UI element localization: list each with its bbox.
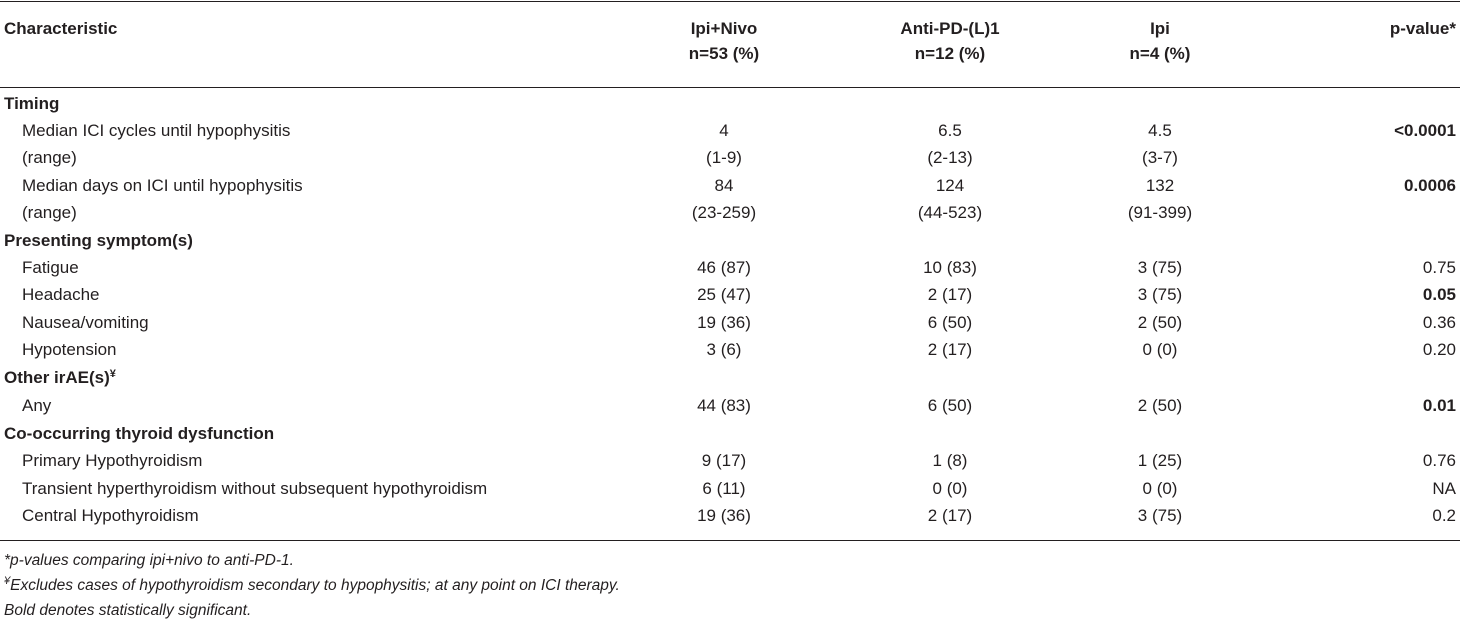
footnote-irae-text: Excludes cases of hypothyroidism secondary to hypophysitis; at any point on ICI therapy. (10, 577, 620, 594)
row-label: Any (22, 396, 52, 415)
section-label (4, 364, 116, 391)
header-ipi-nivo-name: Ipi+Nivo (690, 19, 758, 38)
footnote-bold: Bold denotes statistically significant. (4, 602, 252, 619)
p-value: 0.20 (1422, 340, 1456, 359)
section-other-iraes (0, 364, 1460, 391)
anti-pd-value: 6 (50) (927, 396, 973, 415)
yen-superscript: ¥ (4, 575, 11, 587)
row-label: Median ICI cycles until hypophysitis (22, 121, 291, 140)
ipi-value: 1 (25) (1137, 451, 1183, 470)
ipi-value: 2 (50) (1137, 396, 1183, 415)
anti-pd-value: 10 (83) (923, 258, 977, 277)
table-row (0, 254, 1460, 281)
section-label: Timing (4, 94, 60, 113)
p-value: 0.2 (1432, 506, 1456, 525)
p-value: 0.01 (1422, 396, 1456, 415)
p-value: NA (1432, 479, 1456, 498)
ipi-value: 3 (75) (1137, 506, 1183, 525)
footnote-p-values: *p-values comparing ipi+nivo to anti-PD-1. (4, 552, 294, 569)
row-label: Transient hyperthyroidism without subsequent hypothyroidism (22, 479, 488, 498)
ipi-nivo-value: 44 (83) (697, 396, 751, 415)
section-label: Presenting symptom(s) (4, 231, 193, 250)
anti-pd-value: 6 (50) (927, 313, 973, 332)
ipi-nivo-value: (1-9) (706, 148, 742, 167)
table-row (0, 392, 1460, 419)
footnote-irae (4, 573, 620, 598)
table-row (0, 447, 1460, 474)
anti-pd-value: 1 (8) (932, 451, 968, 470)
ipi-nivo-value: 84 (714, 176, 734, 195)
header-ipi-n: n=4 (%) (1129, 44, 1191, 63)
header-anti-pd-l1 (855, 16, 1045, 66)
table-top-rule (0, 1, 1460, 2)
ipi-nivo-value: 9 (17) (701, 451, 747, 470)
ipi-value: 2 (50) (1137, 313, 1183, 332)
table-row (0, 172, 1460, 199)
ipi-nivo-value: 4 (719, 121, 729, 140)
row-label: Primary Hypothyroidism (22, 451, 203, 470)
ipi-nivo-value: 6 (11) (702, 479, 746, 498)
header-ipi (1065, 16, 1255, 66)
header-anti-pd-l1-n: n=12 (%) (914, 44, 986, 63)
p-value: 0.0006 (1404, 176, 1456, 195)
header-characteristic: Characteristic (4, 19, 118, 38)
anti-pd-value: (44-523) (917, 203, 983, 222)
section-timing (0, 90, 1460, 117)
yen-superscript: ¥ (109, 368, 116, 380)
anti-pd-value: 6.5 (938, 121, 962, 140)
row-label: Median days on ICI until hypophysitis (22, 176, 303, 195)
table-row (0, 199, 1460, 226)
ipi-nivo-value: 19 (36) (697, 313, 751, 332)
p-value: <0.0001 (1394, 121, 1456, 140)
row-label: Nausea/vomiting (22, 313, 149, 332)
ipi-value: 3 (75) (1137, 258, 1183, 277)
p-value: 0.05 (1422, 285, 1456, 304)
ipi-value: 4.5 (1148, 121, 1172, 140)
row-label: Headache (22, 285, 100, 304)
header-ipi-nivo (629, 16, 819, 66)
ipi-nivo-value: 19 (36) (697, 506, 751, 525)
section-presenting-symptoms (0, 227, 1460, 254)
ipi-value: 0 (0) (1142, 479, 1178, 498)
table-row (0, 336, 1460, 363)
table-row (0, 475, 1460, 502)
table-row (0, 281, 1460, 308)
anti-pd-value: 124 (935, 176, 965, 195)
section-label: Co-occurring thyroid dysfunction (4, 424, 275, 443)
table-bottom-rule (0, 540, 1460, 541)
table-footnotes (4, 548, 620, 623)
header-ipi-nivo-n: n=53 (%) (688, 44, 760, 63)
table-row (0, 117, 1460, 144)
row-label: Hypotension (22, 340, 117, 359)
ipi-value: 132 (1145, 176, 1175, 195)
ipi-nivo-value: 3 (6) (706, 340, 742, 359)
row-label: Central Hypothyroidism (22, 506, 199, 525)
table-header-rule (0, 87, 1460, 88)
row-label: (range) (22, 203, 77, 222)
header-anti-pd-l1-name: Anti-PD-(L)1 (900, 19, 1000, 38)
table-row (0, 502, 1460, 529)
anti-pd-value: (2-13) (927, 148, 973, 167)
anti-pd-value: 2 (17) (927, 506, 973, 525)
ipi-value: (91-399) (1127, 203, 1193, 222)
section-thyroid-dysfunction (0, 420, 1460, 447)
ipi-nivo-value: 46 (87) (697, 258, 751, 277)
p-value: 0.75 (1422, 258, 1456, 277)
ipi-nivo-value: (23-259) (691, 203, 757, 222)
table-row (0, 309, 1460, 336)
table-row (0, 144, 1460, 171)
p-value: 0.36 (1422, 313, 1456, 332)
p-value: 0.76 (1422, 451, 1456, 470)
anti-pd-value: 2 (17) (927, 285, 973, 304)
ipi-value: 0 (0) (1142, 340, 1178, 359)
anti-pd-value: 2 (17) (927, 340, 973, 359)
header-p-value: p-value* (1389, 19, 1456, 38)
row-label: Fatigue (22, 258, 79, 277)
ipi-value: (3-7) (1142, 148, 1178, 167)
row-label: (range) (22, 148, 77, 167)
header-ipi-name: Ipi (1150, 19, 1170, 38)
section-label-text: Other irAE(s) (4, 368, 110, 387)
anti-pd-value: 0 (0) (932, 479, 968, 498)
ipi-value: 3 (75) (1137, 285, 1183, 304)
ipi-nivo-value: 25 (47) (697, 285, 751, 304)
